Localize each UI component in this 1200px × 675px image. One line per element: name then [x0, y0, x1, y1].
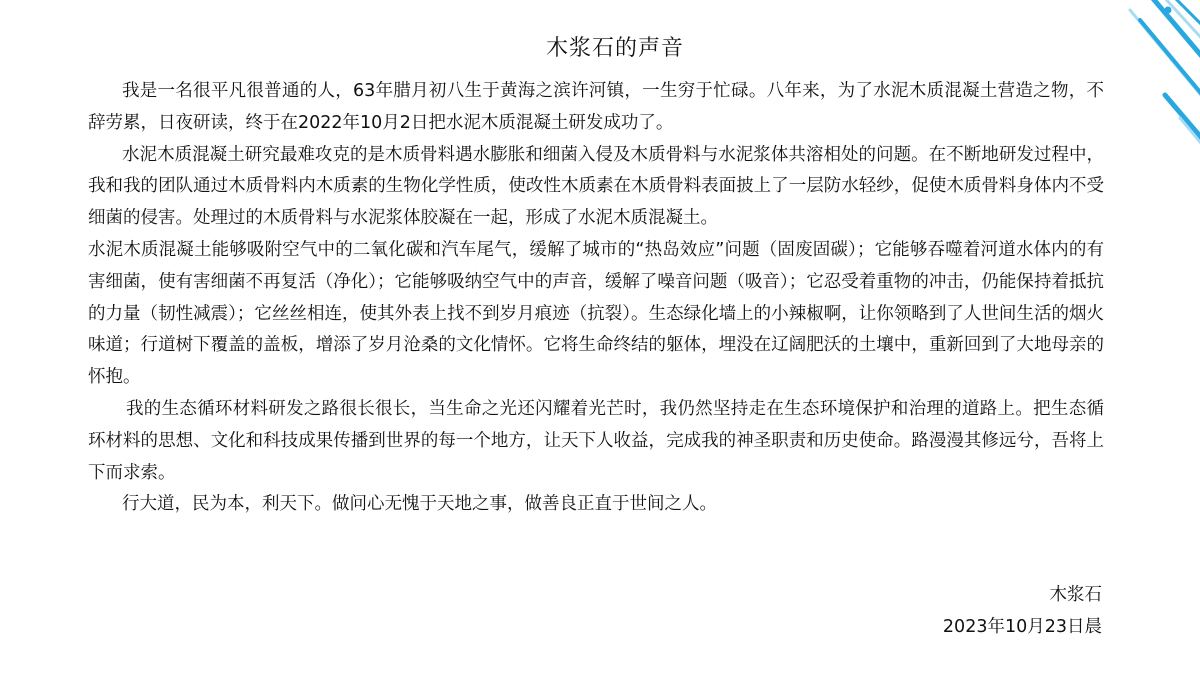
signature-date: 2023年10月23日晨: [942, 616, 1102, 637]
signature-block: [943, 580, 1102, 644]
paragraph-path: 我的生态循环材料研发之路很长很长，当生命之光还闪耀着光芒时，我仍然坚持走在生态环境保护和治理的道路上。把生态循环材料的思想、文化和科技成果传播到世界的每一个地方，让天下人收益，完成我的神圣职责和历史使命。路漫漫其修远兮，吾将上下而求索。: [88, 398, 1104, 483]
page-title: 木浆石的声音: [545, 36, 684, 61]
paragraph-benefits: 水泥木质混凝土能够吸附空气中的二氧化碳和汽车尾气，缓解了城市的“热岛效应”问题（固废固碳）；它能够吞噬着河道水体内的有害细菌，使有害细菌不再复活（净化）；它能够吸纳空气中的声音，缓解了噪音问题（吸音）；它忍受着重物的冲击，仍能保持着抵抗的力量（韧性减震）；它丝丝相连，使其外表上找不到岁月痕迹（抗裂）。生态绿化墙上的小辣椒啊，让你领略到了人世间生活的烟火味道；行道树下覆盖的盖板，增添了岁月沧桑的文化情怀。它将生命终结的躯体，埋没在辽阔肥沃的土壤中，重新回到了大地母亲的怀抱。: [88, 239, 1104, 388]
diagonal-stripes-icon: [1110, 0, 1200, 150]
stripe-dot: [1165, 7, 1172, 14]
paragraph-intro: 我是一名很平凡很普通的人，63年腊月初八生于黄海之滨许河镇，一生穷于忙碌。八年来，为了水泥木质混凝土营造之物，不辞劳累，日夜研读，终于在2022年10月2日把水泥木质混凝土研发成功了。: [88, 81, 1104, 133]
paragraph-motto: 行大道，民为本，利天下。做问心无愧于天地之事，做善良正直于世间之人。: [122, 494, 717, 515]
author-name: 木浆石: [1049, 585, 1102, 605]
paragraph-research: 水泥木质混凝土研究最难攻克的是木质骨料遇水膨胀和细菌入侵及木质骨料与水泥浆体共溶相处的问题。在不断地研发过程中，我和我的团队通过木质骨料内木质素的生物化学性质，使改性木质素在木质骨料表面披上了一层防水轻纱，促使木质骨料身体内不受细菌的侵害。处理过的木质骨料与水泥浆体胶凝在一起，形成了水泥木质混凝土。: [88, 144, 1104, 229]
document-body: [88, 76, 1104, 521]
